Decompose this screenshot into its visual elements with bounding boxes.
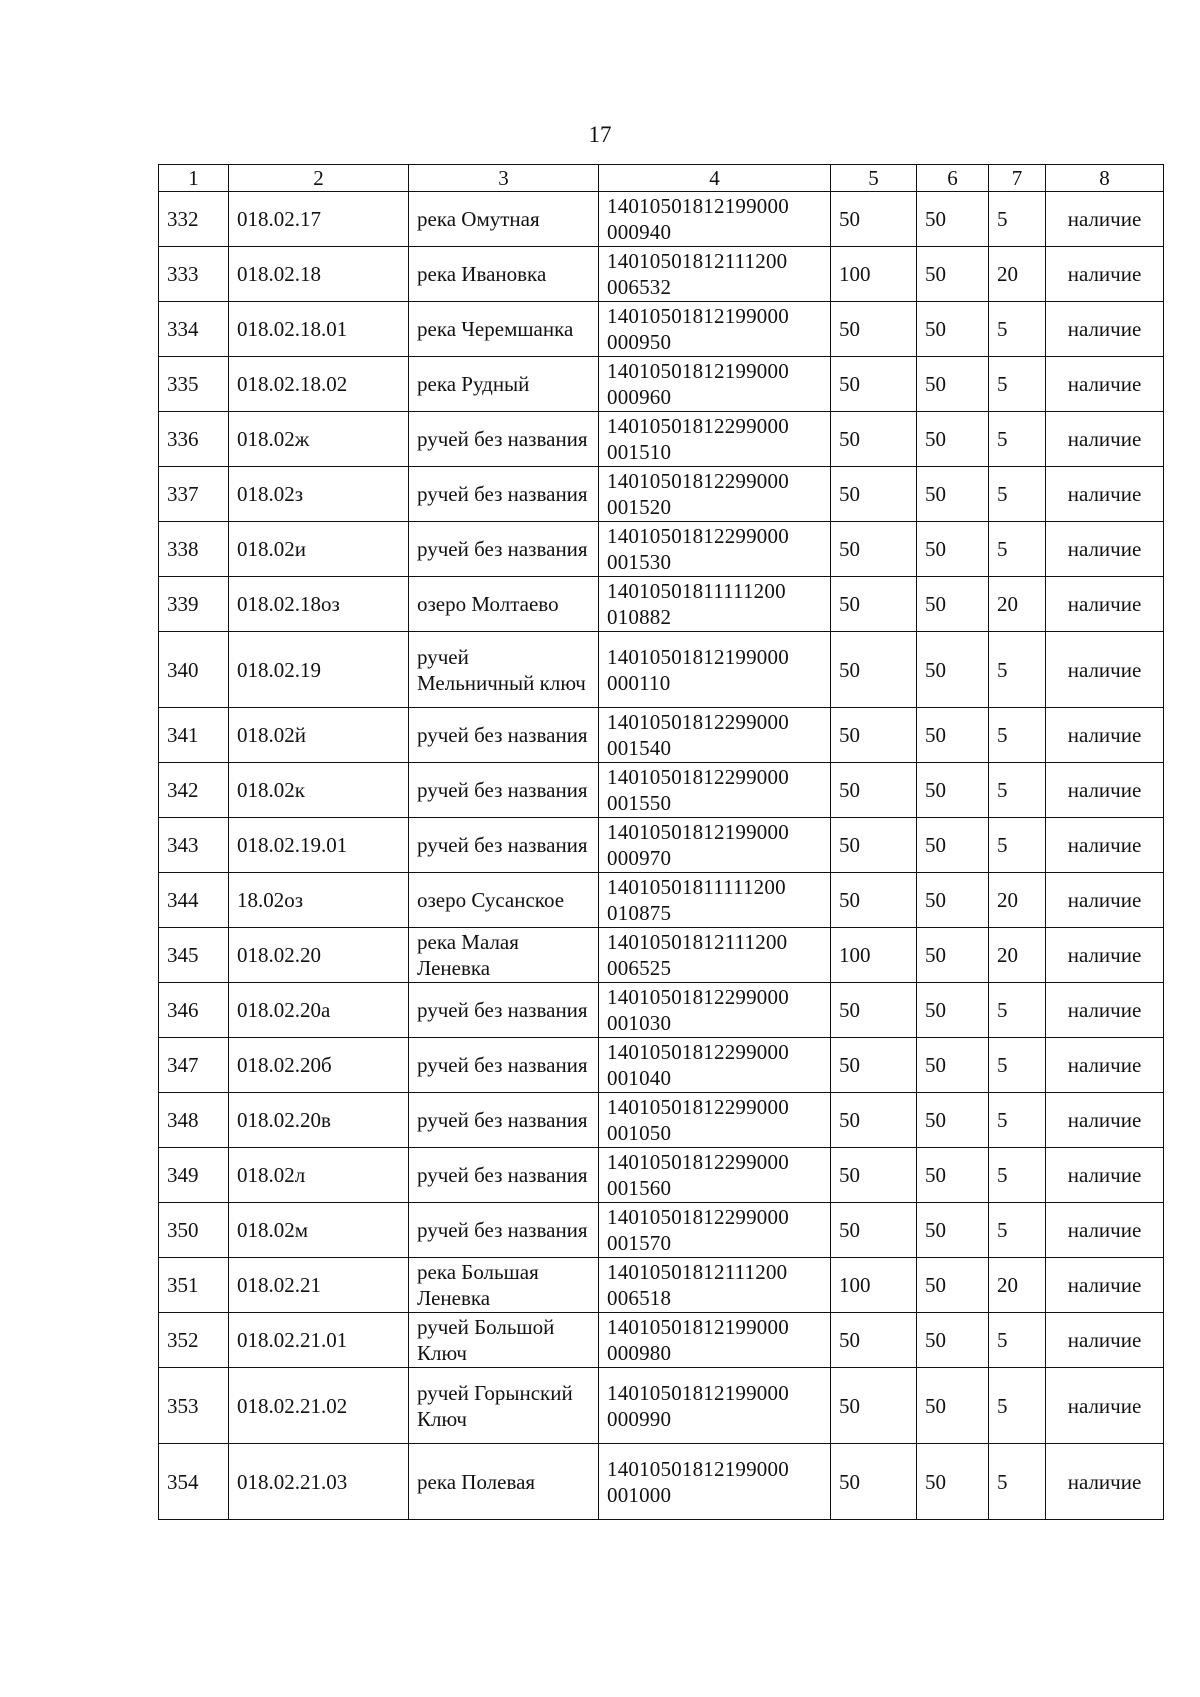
object-name: ручей без названия — [409, 1093, 599, 1148]
row-number: 338 — [159, 522, 229, 577]
column-7-value: 5 — [989, 1038, 1046, 1093]
registry-code: 14010501812299000 001030 — [599, 983, 831, 1038]
column-5-value: 50 — [831, 983, 917, 1038]
registry-code: 14010501812199000 000960 — [599, 357, 831, 412]
table-row — [159, 1203, 1164, 1258]
column-5-value: 50 — [831, 763, 917, 818]
registry-code: 14010501812199000 000970 — [599, 818, 831, 873]
row-number: 333 — [159, 247, 229, 302]
header-cell: 6 — [917, 165, 989, 192]
header-cell: 2 — [229, 165, 409, 192]
object-name: ручей без названия — [409, 983, 599, 1038]
row-number: 334 — [159, 302, 229, 357]
condition-status: наличие — [1046, 1093, 1164, 1148]
table-row — [159, 1368, 1164, 1444]
object-name: ручей без названия — [409, 1038, 599, 1093]
condition-status: наличие — [1046, 467, 1164, 522]
object-id: 018.02ж — [229, 412, 409, 467]
column-6-value: 50 — [917, 1203, 989, 1258]
column-7-value: 5 — [989, 1203, 1046, 1258]
condition-status: наличие — [1046, 928, 1164, 983]
column-5-value: 50 — [831, 522, 917, 577]
object-name: ручей Мельничный ключ — [409, 632, 599, 708]
page-number: 17 — [588, 122, 612, 147]
object-name: ручей без названия — [409, 708, 599, 763]
column-5-value: 50 — [831, 577, 917, 632]
condition-status: наличие — [1046, 873, 1164, 928]
object-id: 018.02и — [229, 522, 409, 577]
registry-code: 14010501812299000 001040 — [599, 1038, 831, 1093]
registry-code: 14010501812111200 006518 — [599, 1258, 831, 1313]
object-name: река Омутная — [409, 192, 599, 247]
condition-status: наличие — [1046, 577, 1164, 632]
column-5-value: 50 — [831, 1203, 917, 1258]
row-number: 350 — [159, 1203, 229, 1258]
column-6-value: 50 — [917, 632, 989, 708]
table-row — [159, 928, 1164, 983]
row-number: 335 — [159, 357, 229, 412]
object-id: 018.02.21 — [229, 1258, 409, 1313]
table-row — [159, 357, 1164, 412]
condition-status: наличие — [1046, 1313, 1164, 1368]
column-7-value: 5 — [989, 522, 1046, 577]
table-row — [159, 522, 1164, 577]
header-cell: 5 — [831, 165, 917, 192]
registry-code: 14010501812199000 000990 — [599, 1368, 831, 1444]
table-row — [159, 247, 1164, 302]
object-id: 018.02.20 — [229, 928, 409, 983]
table-row — [159, 1093, 1164, 1148]
column-6-value: 50 — [917, 983, 989, 1038]
column-5-value: 50 — [831, 1368, 917, 1444]
object-name: ручей без названия — [409, 1203, 599, 1258]
registry-code: 14010501812199000 000980 — [599, 1313, 831, 1368]
table-row — [159, 873, 1164, 928]
column-6-value: 50 — [917, 763, 989, 818]
column-6-value: 50 — [917, 412, 989, 467]
registry-code: 14010501812199000 000110 — [599, 632, 831, 708]
object-id: 018.02.17 — [229, 192, 409, 247]
condition-status: наличие — [1046, 1444, 1164, 1520]
column-7-value: 5 — [989, 763, 1046, 818]
column-5-value: 50 — [831, 632, 917, 708]
table-row — [159, 763, 1164, 818]
condition-status: наличие — [1046, 357, 1164, 412]
column-7-value: 20 — [989, 873, 1046, 928]
registry-code: 14010501812199000 000940 — [599, 192, 831, 247]
row-number: 344 — [159, 873, 229, 928]
column-7-value: 5 — [989, 983, 1046, 1038]
object-name: ручей без названия — [409, 763, 599, 818]
water-objects-table — [158, 164, 1164, 1520]
object-id: 018.02.19.01 — [229, 818, 409, 873]
registry-code: 14010501812299000 001530 — [599, 522, 831, 577]
column-5-value: 50 — [831, 818, 917, 873]
column-5-value: 50 — [831, 302, 917, 357]
row-number: 346 — [159, 983, 229, 1038]
column-6-value: 50 — [917, 928, 989, 983]
object-id: 018.02.20б — [229, 1038, 409, 1093]
column-7-value: 5 — [989, 1148, 1046, 1203]
object-name: река Полевая — [409, 1444, 599, 1520]
object-id: 018.02.18.01 — [229, 302, 409, 357]
object-name: ручей без названия — [409, 467, 599, 522]
registry-code: 14010501811111200 010875 — [599, 873, 831, 928]
column-7-value: 20 — [989, 928, 1046, 983]
object-name: река Большая Леневка — [409, 1258, 599, 1313]
object-id: 018.02.18оз — [229, 577, 409, 632]
registry-code: 14010501812199000 001000 — [599, 1444, 831, 1520]
row-number: 332 — [159, 192, 229, 247]
column-6-value: 50 — [917, 818, 989, 873]
table-row — [159, 708, 1164, 763]
condition-status: наличие — [1046, 763, 1164, 818]
object-name: ручей без названия — [409, 1148, 599, 1203]
condition-status: наличие — [1046, 412, 1164, 467]
column-7-value: 20 — [989, 247, 1046, 302]
object-name: река Рудный — [409, 357, 599, 412]
registry-code: 14010501812299000 001560 — [599, 1148, 831, 1203]
condition-status: наличие — [1046, 1148, 1164, 1203]
object-id: 018.02й — [229, 708, 409, 763]
column-7-value: 5 — [989, 818, 1046, 873]
condition-status: наличие — [1046, 1203, 1164, 1258]
row-number: 345 — [159, 928, 229, 983]
column-5-value: 50 — [831, 873, 917, 928]
object-id: 018.02.20в — [229, 1093, 409, 1148]
condition-status: наличие — [1046, 522, 1164, 577]
column-6-value: 50 — [917, 1148, 989, 1203]
column-7-value: 5 — [989, 1368, 1046, 1444]
column-6-value: 50 — [917, 467, 989, 522]
row-number: 354 — [159, 1444, 229, 1520]
column-5-value: 100 — [831, 1258, 917, 1313]
column-5-value: 50 — [831, 1313, 917, 1368]
object-name: ручей без названия — [409, 522, 599, 577]
object-id: 018.02м — [229, 1203, 409, 1258]
condition-status: наличие — [1046, 818, 1164, 873]
table-row — [159, 1148, 1164, 1203]
column-6-value: 50 — [917, 302, 989, 357]
object-name: озеро Молтаево — [409, 577, 599, 632]
registry-code: 14010501811111200 010882 — [599, 577, 831, 632]
column-7-value: 5 — [989, 632, 1046, 708]
column-5-value: 100 — [831, 247, 917, 302]
column-7-value: 5 — [989, 1313, 1046, 1368]
registry-code: 14010501812299000 001550 — [599, 763, 831, 818]
object-name: ручей Большой Ключ — [409, 1313, 599, 1368]
column-5-value: 50 — [831, 1093, 917, 1148]
table-row — [159, 1038, 1164, 1093]
row-number: 342 — [159, 763, 229, 818]
object-id: 018.02.18 — [229, 247, 409, 302]
object-id: 18.02оз — [229, 873, 409, 928]
table-body — [159, 192, 1164, 1520]
column-6-value: 50 — [917, 1444, 989, 1520]
object-name: ручей без названия — [409, 818, 599, 873]
object-id: 018.02.21.02 — [229, 1368, 409, 1444]
column-7-value: 20 — [989, 577, 1046, 632]
column-6-value: 50 — [917, 192, 989, 247]
registry-code: 14010501812111200 006532 — [599, 247, 831, 302]
column-6-value: 50 — [917, 577, 989, 632]
object-id: 018.02к — [229, 763, 409, 818]
row-number: 343 — [159, 818, 229, 873]
column-6-value: 50 — [917, 1093, 989, 1148]
column-6-value: 50 — [917, 873, 989, 928]
table-row — [159, 818, 1164, 873]
object-id: 018.02л — [229, 1148, 409, 1203]
column-6-value: 50 — [917, 1313, 989, 1368]
condition-status: наличие — [1046, 708, 1164, 763]
column-7-value: 5 — [989, 708, 1046, 763]
row-number: 348 — [159, 1093, 229, 1148]
condition-status: наличие — [1046, 1368, 1164, 1444]
condition-status: наличие — [1046, 1038, 1164, 1093]
header-row — [159, 165, 1164, 192]
table-row — [159, 192, 1164, 247]
object-id: 018.02.21.01 — [229, 1313, 409, 1368]
row-number: 339 — [159, 577, 229, 632]
table-row — [159, 302, 1164, 357]
condition-status: наличие — [1046, 1258, 1164, 1313]
row-number: 337 — [159, 467, 229, 522]
object-name: озеро Сусанское — [409, 873, 599, 928]
row-number: 351 — [159, 1258, 229, 1313]
column-6-value: 50 — [917, 1258, 989, 1313]
column-5-value: 100 — [831, 928, 917, 983]
column-6-value: 50 — [917, 1038, 989, 1093]
column-5-value: 50 — [831, 357, 917, 412]
header-cell: 3 — [409, 165, 599, 192]
header-cell: 4 — [599, 165, 831, 192]
object-name: ручей без названия — [409, 412, 599, 467]
column-6-value: 50 — [917, 247, 989, 302]
column-7-value: 5 — [989, 412, 1046, 467]
condition-status: наличие — [1046, 192, 1164, 247]
table-row — [159, 1444, 1164, 1520]
table-row — [159, 983, 1164, 1038]
column-5-value: 50 — [831, 708, 917, 763]
table-row — [159, 1258, 1164, 1313]
column-6-value: 50 — [917, 357, 989, 412]
column-7-value: 5 — [989, 467, 1046, 522]
column-7-value: 20 — [989, 1258, 1046, 1313]
object-id: 018.02.21.03 — [229, 1444, 409, 1520]
column-5-value: 50 — [831, 1444, 917, 1520]
table-row — [159, 577, 1164, 632]
registry-code: 14010501812299000 001050 — [599, 1093, 831, 1148]
row-number: 349 — [159, 1148, 229, 1203]
condition-status: наличие — [1046, 247, 1164, 302]
column-5-value: 50 — [831, 467, 917, 522]
condition-status: наличие — [1046, 632, 1164, 708]
column-7-value: 5 — [989, 1444, 1046, 1520]
object-name: река Малая Леневка — [409, 928, 599, 983]
column-7-value: 5 — [989, 357, 1046, 412]
column-6-value: 50 — [917, 708, 989, 763]
column-5-value: 50 — [831, 1148, 917, 1203]
column-5-value: 50 — [831, 412, 917, 467]
column-7-value: 5 — [989, 1093, 1046, 1148]
object-id: 018.02.19 — [229, 632, 409, 708]
column-6-value: 50 — [917, 522, 989, 577]
column-7-value: 5 — [989, 302, 1046, 357]
condition-status: наличие — [1046, 302, 1164, 357]
registry-code: 14010501812299000 001570 — [599, 1203, 831, 1258]
object-name: река Черемшанка — [409, 302, 599, 357]
registry-code: 14010501812299000 001510 — [599, 412, 831, 467]
registry-code: 14010501812299000 001540 — [599, 708, 831, 763]
column-5-value: 50 — [831, 1038, 917, 1093]
registry-code: 14010501812199000 000950 — [599, 302, 831, 357]
header-cell: 8 — [1046, 165, 1164, 192]
object-name: река Ивановка — [409, 247, 599, 302]
object-name: ручей Горынский Ключ — [409, 1368, 599, 1444]
registry-code: 14010501812299000 001520 — [599, 467, 831, 522]
column-7-value: 5 — [989, 192, 1046, 247]
header-cell: 7 — [989, 165, 1046, 192]
registry-code: 14010501812111200 006525 — [599, 928, 831, 983]
row-number: 341 — [159, 708, 229, 763]
table-row — [159, 1313, 1164, 1368]
object-id: 018.02.18.02 — [229, 357, 409, 412]
column-5-value: 50 — [831, 192, 917, 247]
row-number: 352 — [159, 1313, 229, 1368]
header-cell: 1 — [159, 165, 229, 192]
row-number: 347 — [159, 1038, 229, 1093]
object-id: 018.02з — [229, 467, 409, 522]
column-6-value: 50 — [917, 1368, 989, 1444]
object-id: 018.02.20а — [229, 983, 409, 1038]
row-number: 336 — [159, 412, 229, 467]
table-row — [159, 412, 1164, 467]
row-number: 353 — [159, 1368, 229, 1444]
condition-status: наличие — [1046, 983, 1164, 1038]
row-number: 340 — [159, 632, 229, 708]
table-row — [159, 632, 1164, 708]
table-row — [159, 467, 1164, 522]
